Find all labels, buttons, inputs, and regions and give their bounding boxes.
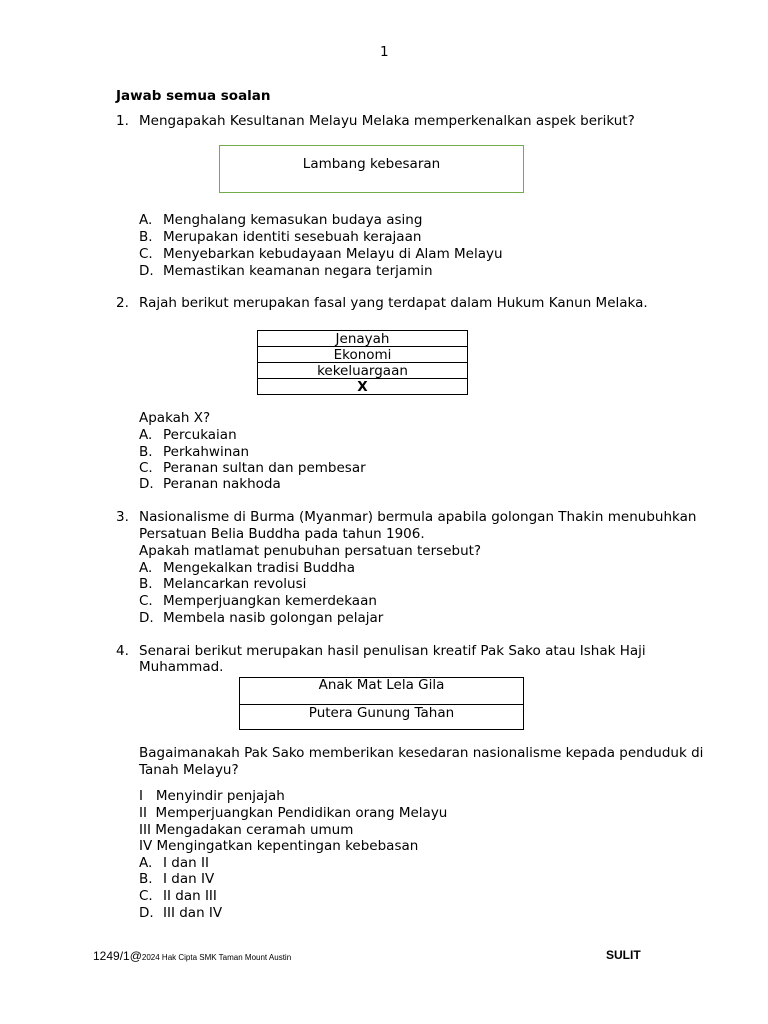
q1-option-c[interactable] bbox=[139, 246, 503, 263]
q4-statement: IV Mengingatkan kepentingan kebebasan bbox=[139, 838, 419, 854]
option-letter: B. bbox=[139, 871, 153, 887]
table-row bbox=[258, 347, 468, 363]
work-title: Anak Mat Lela Gila bbox=[318, 677, 445, 693]
instruction-heading: Jawab semua soalan bbox=[116, 88, 271, 104]
q1-box-text: Lambang kebesaran bbox=[302, 156, 441, 172]
q3-text-line: Persatuan Belia Buddha pada tahun 1906. bbox=[139, 526, 425, 542]
option-letter: B. bbox=[139, 229, 153, 245]
option-text: Membela nasib golongan pelajar bbox=[163, 610, 384, 626]
q3-text-line: Nasionalisme di Burma (Myanmar) bermula apabila golongan Thakin menubuhkan bbox=[139, 509, 697, 525]
classification-label: SULIT bbox=[606, 948, 641, 962]
copyright-text: 2024 Hak Cipta SMK Taman Mount Austin bbox=[141, 953, 292, 962]
option-letter: A. bbox=[139, 427, 153, 443]
q2-text: Rajah berikut merupakan fasal yang terdapat dalam Hukum Kanun Melaka. bbox=[139, 295, 648, 311]
q2-option-c[interactable] bbox=[139, 460, 366, 477]
q3-question: Apakah matlamat penubuhan persatuan tersebut? bbox=[139, 543, 482, 559]
option-letter: D. bbox=[139, 263, 154, 279]
option-letter: B. bbox=[139, 444, 153, 460]
option-letter: C. bbox=[139, 460, 153, 476]
q1-option-b[interactable] bbox=[139, 229, 421, 246]
option-text: Peranan sultan dan pembesar bbox=[163, 460, 366, 476]
q3-option-c[interactable] bbox=[139, 593, 377, 610]
option-text: Memastikan keamanan negara terjamin bbox=[163, 263, 433, 279]
table-row bbox=[240, 705, 523, 720]
q4-statement: I Menyindir penjajah bbox=[139, 788, 285, 804]
table-cell: Ekonomi bbox=[258, 347, 468, 363]
q3-number: 3. bbox=[116, 509, 129, 525]
option-letter: B. bbox=[139, 576, 153, 592]
q2-option-b[interactable] bbox=[139, 444, 249, 461]
table-row bbox=[240, 678, 523, 705]
q3-option-a[interactable] bbox=[139, 560, 355, 577]
q2-question: Apakah X? bbox=[139, 410, 211, 426]
q2-number: 2. bbox=[116, 295, 129, 311]
table-cell-x: X bbox=[258, 379, 468, 395]
q4-option-d[interactable] bbox=[139, 905, 222, 922]
table-row bbox=[258, 331, 468, 347]
q4-statement: II Memperjuangkan Pendidikan orang Melayu bbox=[139, 805, 448, 821]
q4-statement: III Mengadakan ceramah umum bbox=[139, 822, 354, 838]
q4-works-table bbox=[239, 677, 524, 730]
option-letter: A. bbox=[139, 560, 153, 576]
option-text: I dan II bbox=[163, 855, 209, 871]
q2-table bbox=[257, 330, 468, 395]
option-letter: D. bbox=[139, 905, 154, 921]
option-letter: D. bbox=[139, 476, 154, 492]
option-text: Menyebarkan kebudayaan Melayu di Alam Melayu bbox=[163, 246, 503, 262]
option-letter: D. bbox=[139, 610, 154, 626]
option-text: Menghalang kemasukan budaya asing bbox=[163, 212, 423, 228]
table-cell: Jenayah bbox=[258, 331, 468, 347]
option-letter: C. bbox=[139, 246, 153, 262]
option-text: II dan III bbox=[163, 888, 217, 904]
footer-code bbox=[93, 949, 291, 963]
work-title: Putera Gunung Tahan bbox=[308, 705, 455, 721]
table-row bbox=[258, 363, 468, 379]
option-text: Mengekalkan tradisi Buddha bbox=[163, 560, 355, 576]
q1-number: 1. bbox=[116, 113, 129, 129]
option-text: III dan IV bbox=[163, 905, 223, 921]
option-text: Merupakan identiti sesebuah kerajaan bbox=[163, 229, 422, 245]
q4-question-line: Bagaimanakah Pak Sako memberikan kesedaran nasionalisme kepada penduduk di bbox=[139, 745, 704, 761]
q2-option-d[interactable] bbox=[139, 476, 281, 493]
table-cell: kekeluargaan bbox=[258, 363, 468, 379]
q4-number: 4. bbox=[116, 643, 129, 659]
option-text: Perkahwinan bbox=[163, 444, 250, 460]
option-text: Peranan nakhoda bbox=[163, 476, 281, 492]
option-text: I dan IV bbox=[163, 871, 215, 887]
q1-box bbox=[219, 145, 524, 193]
q4-option-c[interactable] bbox=[139, 888, 217, 905]
option-letter: A. bbox=[139, 855, 153, 871]
page-number: 1 bbox=[380, 44, 389, 60]
q1-option-d[interactable] bbox=[139, 263, 433, 280]
q4-question-line: Tanah Melayu? bbox=[139, 762, 239, 778]
option-text: Percukaian bbox=[163, 427, 237, 443]
option-letter: C. bbox=[139, 888, 153, 904]
q1-text: Mengapakah Kesultanan Melayu Melaka memperkenalkan aspek berikut? bbox=[139, 113, 635, 129]
q1-option-a[interactable] bbox=[139, 212, 422, 229]
table-row bbox=[258, 379, 468, 395]
q3-option-d[interactable] bbox=[139, 610, 383, 627]
option-letter: C. bbox=[139, 593, 153, 609]
q2-option-a[interactable] bbox=[139, 427, 237, 444]
option-text: Memperjuangkan kemerdekaan bbox=[163, 593, 377, 609]
q4-text-line: Muhammad. bbox=[139, 659, 224, 675]
option-text: Melancarkan revolusi bbox=[163, 576, 307, 592]
q4-text-line: Senarai berikut merupakan hasil penulisan kreatif Pak Sako atau Ishak Haji bbox=[139, 643, 646, 659]
option-letter: A. bbox=[139, 212, 153, 228]
q3-option-b[interactable] bbox=[139, 576, 306, 593]
paper-code: 1249/1@ bbox=[93, 949, 142, 963]
q4-option-a[interactable] bbox=[139, 855, 209, 872]
q4-option-b[interactable] bbox=[139, 871, 214, 888]
